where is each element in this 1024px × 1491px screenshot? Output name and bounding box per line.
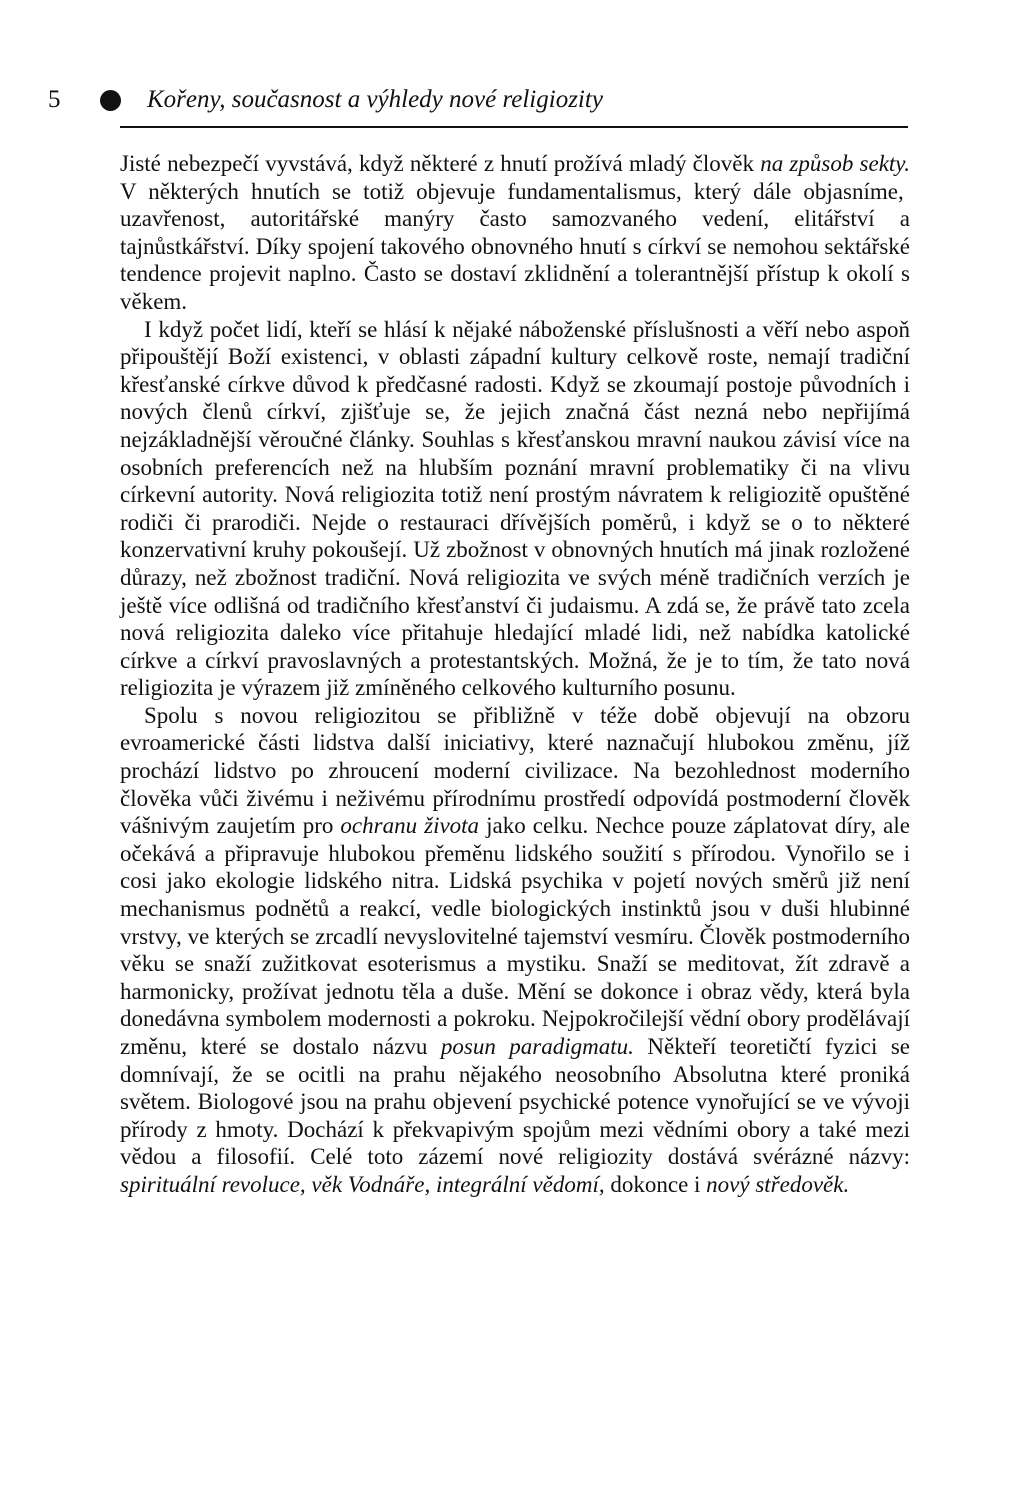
bullet-icon — [100, 90, 121, 111]
header-rule — [120, 126, 908, 128]
paragraph-3-emphasis-d: nový středověk. — [706, 1171, 850, 1197]
paragraph-3-emphasis-b: posun paradigmatu. — [440, 1034, 634, 1059]
paragraph-3-emphasis-a: ochranu života — [340, 813, 480, 839]
paragraph-3-text-b: jako celku. Nechce pouze záplatovat díry, ale očekává a připravuje hlubokou přeměnu lidského soužití s přírodou. Vynořilo se i cosi jako ekologie lidského nitra. Lidská psychika v pojetí nových směrů již není mechanismus podnětů a reakcí, vedle biologických instinktů jsou v duši hlubinné vrstvy, ve kterých se zrcadlí nevyslovitelné tajemství vesmíru. Člověk postmoderního věku se snaží zužitkovat esoterismus a mystiku. Snaží se meditovat, žít zdravě a harmonicky, prožívat jednotu těla a duše. Mění se dokonce i obraz vědy, která byla donedávna symbolem modernosti a pokroku. Nejpokročilejší vědní obory prodělávají změnu, které se dostalo názvu — [120, 813, 910, 1059]
paragraph-3 — [120, 702, 910, 1199]
chapter-title: Kořeny, současnost a výhledy nové religiozity — [147, 86, 603, 113]
paragraph-1-emphasis: na způsob sekty. — [760, 151, 910, 176]
body-text — [120, 150, 910, 1199]
running-head — [48, 80, 908, 120]
paragraph-1-text-a: Jisté nebezpečí vyvstává, když některé z hnutí prožívá mladý člověk — [120, 151, 761, 176]
page-number: 5 — [48, 86, 61, 113]
paragraph-1-text-b: V některých hnutích se totiž objevuje fundamentalismus, který dále objasníme, uzavřenost, autoritářské manýry často samozvaného vedení, elitářství a tajnůstkářství. Díky spojení takového obnovného hnutí s církví se nemohou sektářské tendence projevit naplno. Často se dostaví zklidnění a tolerantnější přístup k okolí s věkem. — [120, 178, 910, 314]
paragraph-3-text-d: dokonce i — [604, 1171, 707, 1197]
paragraph-1 — [120, 150, 910, 316]
paragraph-3-text-a: Spolu s novou religiozitou se přibližně v téže době objevují na obzoru evroamerické části lidstva další iniciativy, které naznačují hlubokou změnu, jíž prochází lidstvo po zhroucení moderní civilizace. Na bezohlednost moderního člověka vůči živému i neživému přírodnímu prostředí odpovídá postmoderní člověk vášnivým zaujetím pro — [120, 702, 910, 839]
paragraph-3-emphasis-c: spirituální revoluce, věk Vodnáře, integrální vědomí, — [120, 1171, 605, 1197]
paragraph-2: I když počet lidí, kteří se hlásí k nějaké náboženské příslušnosti a věří nebo aspoň připouštějí Boží existenci, v oblasti západní kultury celkově roste, nemají tradiční křesťanské církve důvod k předčasné radosti. Když se zkoumají postoje původních i nových členů církví, zjišťuje se, že jejich značná část nezná nebo nepřijímá nejzákladnější věroučné články. Souhlas s křesťanskou mravní naukou závisí více na osobních preferencích než na hlubším poznání mravní problematiky či na vlivu církevní autority. Nová religiozita totiž není prostým návratem k religiozitě opuštěné rodiči či prarodiči. Nejde o restauraci dřívějších poměrů, i když se o to některé konzervativní kruhy pokoušejí. Už zbožnost v obnovných hnutích má jinak rozložené důrazy, než zbožnost tradiční. Nová religiozita ve svých méně tradičních verzích je ještě více odlišná od tradičního křesťanství či judaismu. A zdá se, že právě tato zcela nová religiozita daleko více přitahuje hledající mladé lidi, než nabídka katolické církve a církví pravoslavných a protestantských. Možná, že je to tím, že tato nová religiozita je výrazem již zmíněného celkového kulturního posunu. — [120, 316, 910, 701]
paragraph-3-text-c: Někteří teoretičtí fyzici se domnívají, že se ocitli na prahu nějakého neosobního Absolutna které proniká světem. Biologové jsou na prahu objevení psychické potence vynořující se ve vývoji přírody z hmoty. Dochází k překvapivým spojům mezi vědními obory a také mezi vědou a filosofií. Celé toto zázemí nové religiozity dostává svérázné názvy: — [120, 1034, 910, 1170]
